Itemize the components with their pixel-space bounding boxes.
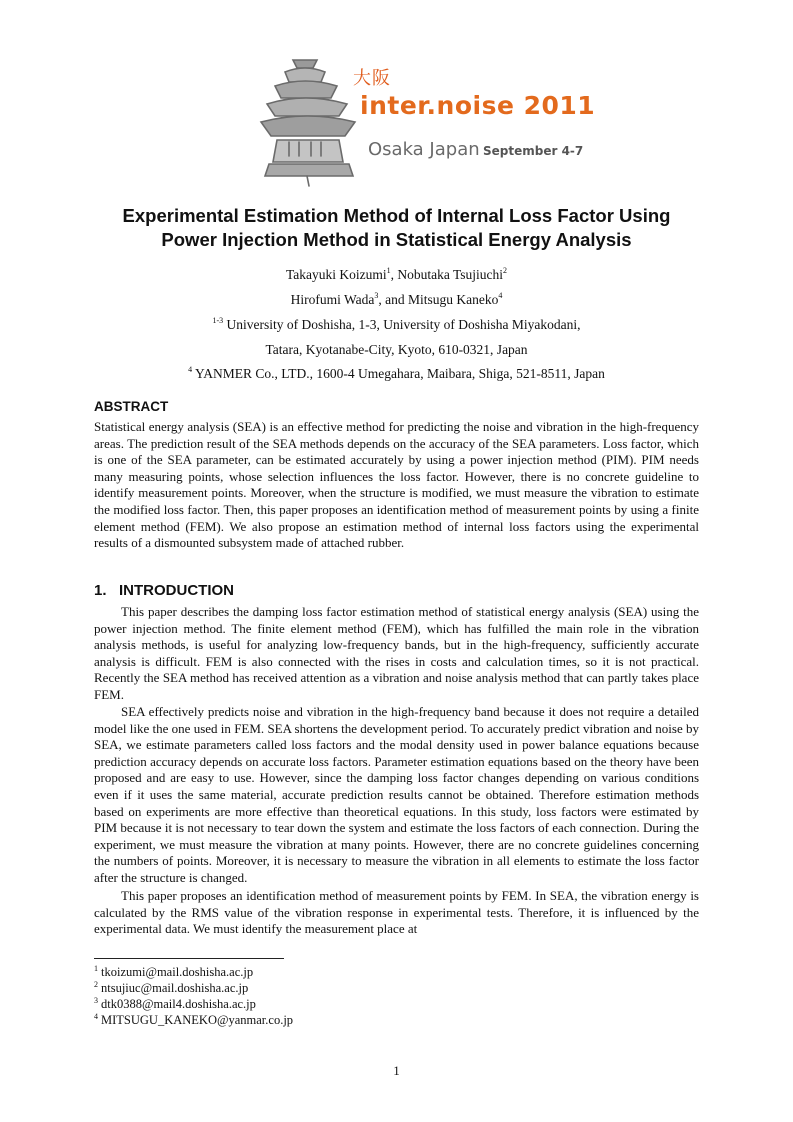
title-line-1: Experimental Estimation Method of Internal Loss Factor Using [122,205,671,226]
footnote-item [94,1012,293,1028]
author-name: Nobutaka Tsujiuchi [397,267,504,282]
castle-icon [255,52,365,188]
author-affil-mark: 4 [498,291,503,300]
conference-logo [255,52,600,188]
title-line-2: Power Injection Method in Statistical Energy Analysis [161,229,632,250]
footnote-item [94,980,293,996]
affiliation-1-line-2: Tatara, Kyotanabe-City, Kyoto, 610-0321, Japan [265,342,528,357]
footnote-mark: 2 [94,980,98,989]
author-separator: , and [378,292,409,307]
footnote-email: tkoizumi@mail.doshisha.ac.jp [101,965,254,979]
author-affil-mark: 1 [386,266,391,275]
footnote-email: dtk0388@mail4.doshisha.ac.jp [101,997,256,1011]
author-affil-mark: 3 [374,291,379,300]
authors-line-1 [0,266,793,284]
introduction-heading: 1. INTRODUCTION [94,582,235,599]
footnote-item [94,996,293,1012]
affil-text: University of Doshisha, 1-3, University of Doshisha Miyakodani, [223,317,581,332]
abstract-text: Statistical energy analysis (SEA) is an effective method for predicting the noise and vibration in the high-frequency areas. The prediction result of the SEA methods depends on the accuracy of the SEA parameters. Loss factor, which is one of the SEA parameter, can be estimated accurately by using a power injection method (PIM). PIM needs many measuring points, whose selection influences the loss factor. However, there is no concrete guideline to identify measurement points. Moreover, when the structure is modified, we must measure the vibration to estimate the modified loss factor. Then, this paper proposes an identification method of measurement points by using a finite element method (FEM). We also propose an estimation method of internal loss factors using the experimental results of a dismounted subsystem made of attached rubber. [94,419,699,551]
intro-paragraph-3: This paper proposes an identification method of measurement points by FEM. In SEA, the vibration energy is calculated by the RMS value of the vibration response in experimental tests. Therefore, it is influenced by the experimental data. We must identify the measurement place at [94,888,699,937]
author-name: Takayuki Koizumi [285,267,387,282]
logo-dates: September 4-7 [483,144,584,158]
affil-text: YANMER Co., LTD., 1600-4 Umegahara, Maibara, Shiga, 521-8511, Japan [192,366,605,381]
footnote-mark: 4 [94,1012,98,1021]
footnote-email: MITSUGU_KANEKO@yanmar.co.jp [101,1013,294,1027]
footnote-item [94,964,293,980]
logo-city: Osaka Japan [368,139,480,160]
footnote-mark: 1 [94,964,98,973]
page-number: 1 [393,1063,400,1078]
footnote-mark: 3 [94,996,98,1005]
abstract-heading: ABSTRACT [94,399,169,414]
affiliation-2 [0,365,793,383]
affil-mark: 1-3 [212,316,224,325]
author-affil-mark: 2 [503,266,508,275]
intro-paragraph-2: SEA effectively predicts noise and vibration in the high-frequency band because it does not require a detailed model like the one used in FEM. SEA shortens the development period. To accurately predict vibration and noise by SEA, we estimate parameters called loss factors and the modal density used in power balance equations because prediction accuracy depends on accurate loss factors. Parameter estimation equations based on the theory have been proposed and are easy to use. However, since the damping loss factor changes depending on various conditions even if it uses the same material, accurate prediction results cannot be obtained. Therefore estimation methods based on experiments are more effective than theoretical equations. In this study, loss factors were estimated by PIM because it is not necessary to tear down the system and estimate the loss factors of each connection. During the experiment, we must measure the vibration at many points. However, there are no concrete guidelines concerning the numbers of points. Moreover, it is necessary to measure the vibration in all elements to estimate the loss factor after the structure is changed. [94,704,699,885]
affiliation-1-line-1 [0,316,793,334]
author-name: Mitsugu Kaneko [408,292,499,307]
author-separator: , [390,267,398,282]
footnotes [94,964,293,1028]
logo-kanji: 大阪 [353,68,391,89]
intro-paragraph-1: This paper describes the damping loss factor estimation method of statistical energy analysis (SEA) using the power injection method. The finite element method (FEM), which has fulfilled the main role in the vibration analysis methods, is useful for analyzing low-frequency bands, but in the high-frequency, sufficiently accurate analysis is difficult. FEM is also connected with the rises in costs and calculation times, so it is not practical. Recently the SEA method has received attention as a vibration and noise analysis method that can partly takes place FEM. [94,604,699,702]
footnote-rule [94,958,284,959]
footnote-email: ntsujiuc@mail.doshisha.ac.jp [101,981,249,995]
affil-mark: 4 [188,365,193,374]
paper-title [60,204,733,252]
author-name: Hirofumi Wada [290,292,375,307]
authors-line-2 [0,291,793,309]
logo-event-name: inter.noise 2011 [360,91,596,120]
